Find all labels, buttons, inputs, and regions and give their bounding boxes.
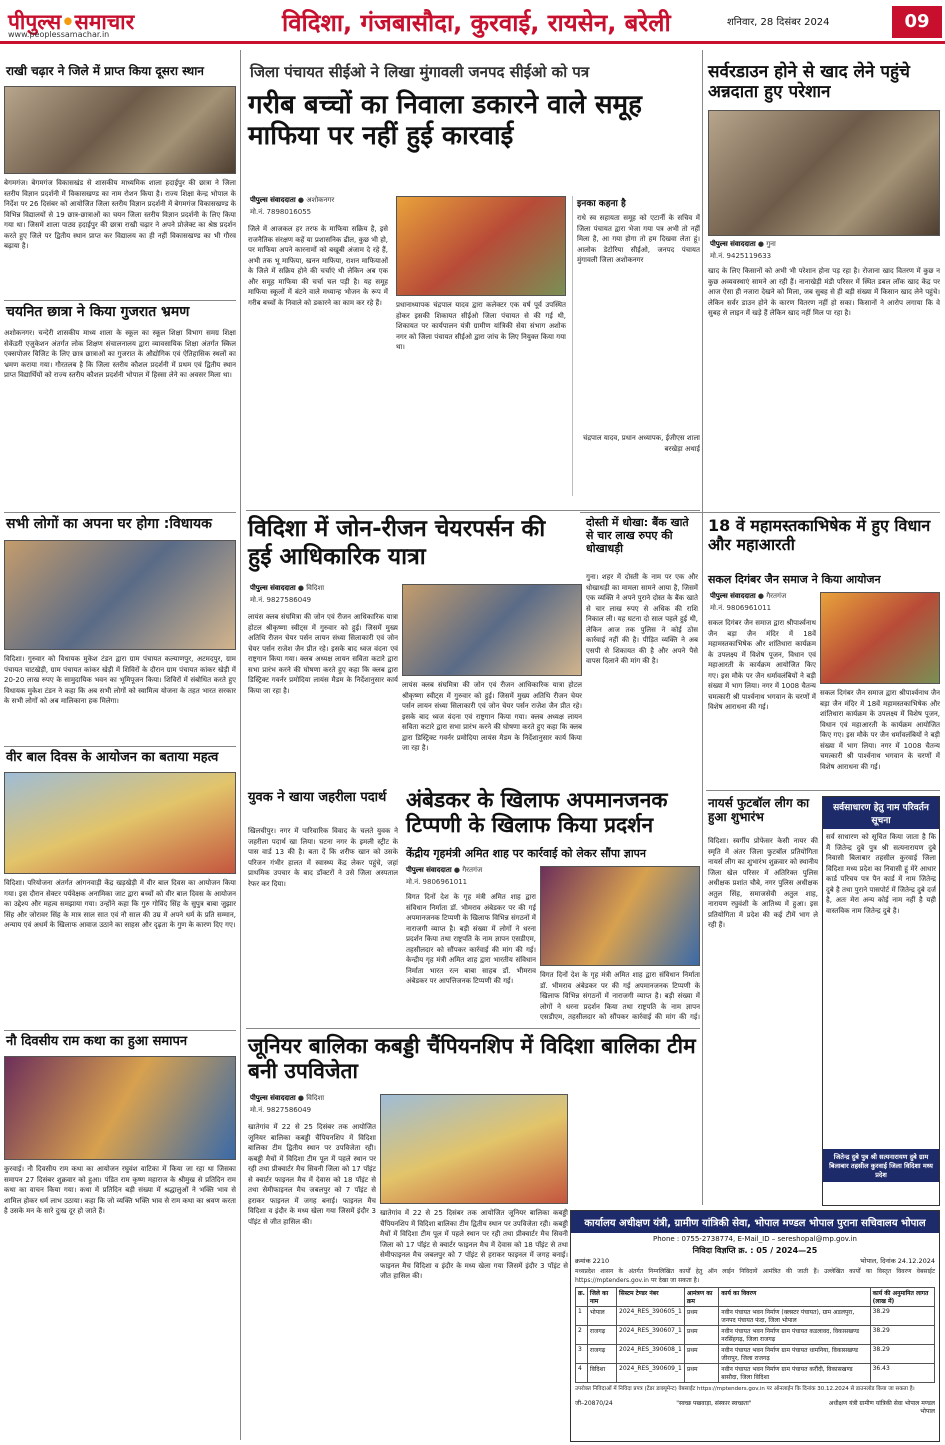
- article-body: लायंस क्लब संघमित्रा की जोन एवं रीजन आधिकारिक यात्रा होटल श्रीकृष्णा स्वीट्स में गुरुवार को हुई। जिसमें मुख्य अतिथि रीजन चेयर पर्सन लायन संध्या सिलाकारी एवं जोन चेयर पर्सन राजेश जैन प्रीत रहे। इसके बाद ध्वज वंदना एवं राष्ट्रगान किया गया। क्लब अध्यक्ष लायन सविता कटारे द्वारा सभा प्रारंभ करने की घोषणा करते हुए कहा कि क्लब द्वारा डिस्ट्रिक्ट गवर्नर प्रमोदिया लायंस मैडम के निर्देशानुसार कार्य किया जा रहा है।: [402, 681, 582, 752]
- article-body: जिले में आजकल हर तरफ के माफिया सक्रिय है, इसे राजनैतिक संरक्षण कहें या प्रशासनिक ढील, कुछ भी हो, पर माफिया अपने कारनामों को बखूबी अंजाम दे रहे हैं, अभी तक भू माफिया, खनन माफिया, राशन माफियाओं के जिले में सक्रिय होने की चर्चाएं थी लेकिन अब एक और समूह माफिया की चर्चा चल पड़ी है। यह समूह माफिया स्कूलों में बंटने वाले मध्यान्ह भोजन के रूप में गरीब बच्चों के निवाले को डकारने का काम कर रहे हैं।: [248, 225, 388, 307]
- table-header-cell: आमंत्रण का क्रम: [684, 1288, 718, 1307]
- article-body: कुरवाई। नौ दिवसीय राम कथा का आयोजन रघुवंश वाटिका में किया जा रहा था जिसका समापन 27 दिसंबर शुक्रवार को हुआ। पंडित राम कृष्ण महाराज के श्रीमुख से प्रतिदिन राम कथा का वाचन किया गया। कथा में प्रतिदिन बड़ी संख्या में श्रद्धालुओं ने भक्ति भाव से शामिल होकर धर्म लाभ उठाया। कहा कि जो व्यक्ति भक्ति भाव से राम कथा का श्रवण करता है उसके मन के सारे दुःख दूर हो जाते हैं।: [4, 1165, 236, 1215]
- protest-photo: [540, 866, 700, 966]
- table-cell: प्रथम: [684, 1326, 718, 1345]
- byline: पीपुल्स संवाददाता ● गैरतगंज: [406, 866, 483, 874]
- table-cell: 38.29: [870, 1345, 934, 1364]
- article-body: खाद के लिए किसानों को अभी भी परेशान होना पड़ रहा है। रोजाना खाद वितरण में कुछ न कुछ अव्यवस्थाएं सामने आ रही हैं। नानाखेड़ी मंडी परिसर में स्थित डबल लॉक खाद केंद्र पर आज ऐसा ही नजारा देखने को मिला, जब सुबह से ही बड़ी संख्या में किसान खाद लेने पहुंचे। लेकिन सर्वर डाउन होने के कारण वितरण नहीं हो सका। किसानों ने आरोप लगाया कि वे सुबह से लाइन में खड़े हैं लेकिन खाद नहीं मिल पा रहा है।: [708, 267, 940, 317]
- article-headline: युवक ने खाया जहरीला पदार्थ: [248, 790, 387, 805]
- article-headline: अंबेडकर के खिलाफ अपमानजनक टिप्पणी के खिलाफ किया प्रदर्शन: [406, 788, 668, 838]
- table-cell: 2024_RES_390607_1: [617, 1326, 685, 1345]
- article-headline: सभी लोगों का अपना घर होगा :विधायक: [6, 516, 212, 532]
- divider: [4, 300, 236, 301]
- article-body: अशोकनगर। चन्देरी शासकीय माध्य शाला के स्कूल का स्कूल शिक्षा विभाग समग्र शिक्षा सेकेंडरी एजुकेशन अंतर्गत लोक शिक्षण संचालनालय द्वारा व्यावसायिक शिक्षा अंतर्गत स्किल एक्सपोजर विजिट के लिए छात्र छात्राओं का गुजरात के औद्योगिक एवं ऐतिहासिक स्थलों का भ्रमण कराया गया। गौरतलब है कि जिला स्तरीय कौशल प्रदर्शनी में प्रथम एवं द्वितीय स्थान प्राप्त विद्यार्थियों को राज्य स्तरीय कौशल प्रदर्शनी भोपाल में हिस्सा लेने का अवसर मिला था।: [4, 329, 236, 379]
- column-divider: [702, 50, 703, 1205]
- table-cell: 38.29: [870, 1326, 934, 1345]
- article-body: खिलचीपुर। नगर में पारिवारिक विवाद के चलते युवक ने जहरीला पदार्थ खा लिया। घटना नगर के इमली स्ट्रीट के पास वार्ड 13 की है। बता दें कि शरीफ खान को उसके परिजन गंभीर हालत में स्वास्थ्य केंद्र लेकर पहुंचे, जहां प्राथमिक उपचार के बाद डॉक्टरों ने उसे जिला अस्पताल रेफर कर दिया।: [248, 827, 398, 888]
- article-headline: सर्वरडाउन होने से खाद लेने पहुंचे अन्नदाता हुए परेशान: [708, 62, 910, 103]
- table-cell: नवीन पंचायत भवन निर्माण (क्लस्टर पंचायत), ग्राम अडलपुरा, जनपद पंचायत फंदा, जिला भोपाल: [719, 1307, 870, 1326]
- table-cell: 2024_RES_390608_1: [617, 1345, 685, 1364]
- table-cell: 3: [576, 1345, 588, 1364]
- article-headline: दोस्ती में धोखा: बैंक खाते से चार लाख रुपए की धोखाधड़ी: [586, 516, 689, 556]
- page-number: 09: [892, 6, 942, 38]
- reporter-phone: मो.नं. 9806961011: [710, 604, 772, 612]
- article-subheadline: केंद्रीय गृहमंत्री अमित शाह पर कार्रवाई को लेकर सौंपा ज्ञापन: [406, 847, 647, 860]
- table-cell: 1: [576, 1307, 588, 1326]
- notice-heading: सर्वसाधारण हेतु नाम परिवर्तन सूचना: [823, 797, 939, 829]
- article-headline: 18 वें महामस्तकाभिषेक में हुए विधान और महाआरती: [708, 516, 931, 555]
- divider: [4, 1030, 236, 1031]
- page-header: [0, 0, 945, 44]
- tender-table: [575, 1287, 935, 1383]
- children-meal-photo: [396, 196, 566, 296]
- table-cell: प्रथम: [684, 1364, 718, 1383]
- table-row: [576, 1307, 935, 1326]
- table-cell: नवीन पंचायत भवन निर्माण ग्राम पंचायत करौंदी, विकासखण्ड बासौदा, जिला विदिशा: [719, 1364, 870, 1383]
- ad-intro: मध्यप्रदेश शासन के अंतर्गत निम्नलिखित कार्यों हेतु ऑन लाईन निविदायें आमंत्रित की जाती हैं। उल्लेखित कार्यों का विस्तृत विवरण वेबसाईट https://mptenders.gov.in पर देखा जा सकता है।: [575, 1268, 935, 1284]
- quote-signature: चंद्रपाल यादव, प्रधान अध्यापक, ईजीएस शाला बरखेड़ा अथाई: [582, 434, 700, 453]
- reporter-phone: मो.नं. 7898016055: [250, 208, 312, 216]
- article-body: विगत दिनों देश के गृह मंत्री अमित शाह द्वारा संविधान निर्माता डॉ. भीमराव अंबेडकर पर की गई अपमानजनक टिप्पणी के खिलाफ विभिन्न संगठनों में नाराजगी व्याप्त है। बड़ी संख्या में लोगों ने धरना प्रदर्शन किया तथा राष्ट्रपति के नाम ज्ञापन एसडीएम, तहसीलदार को सौंपकर कार्रवाई की मांग की गई।: [540, 971, 700, 1021]
- lead-headline: गरीब बच्चों का निवाला डकारने वाले समूह माफिया पर नहीं हुई कारवाई: [248, 90, 642, 152]
- article-headline: विदिशा में जोन-रीजन चेयरपर्सन की हुई आधिकारिक यात्रा: [248, 516, 546, 570]
- table-header-cell: सिस्टम टेण्डर नंबर: [617, 1288, 685, 1307]
- table-cell: प्रथम: [684, 1307, 718, 1326]
- ad-contact: Phone : 0755-2738774, E-Mail_ID – sereshopal@mp.gov.in: [653, 1235, 857, 1243]
- jain-ceremony-photo: [820, 592, 940, 684]
- tender-advertisement: [570, 1210, 940, 1442]
- byline: पीपुल्स संवाददाता ● गुना: [710, 240, 776, 248]
- article-body: लायंस क्लब संघमित्रा की जोन एवं रीजन आधिकारिक यात्रा होटल श्रीकृष्णा स्वीट्स में गुरुवार को हुई। जिसमें मुख्य अतिथि रीजन चेयर पर्सन लायन संध्या सिलाकारी एवं जोन चेयर पर्सन राजेश जैन प्रीत रहे। इसके बाद ध्वज वंदना एवं राष्ट्रगान किया गया। क्लब अध्यक्ष लायन सविता कटारे द्वारा सभा प्रारंभ करने की घोषणा करते हुए कहा कि क्लब द्वारा डिस्ट्रिक्ट गवर्नर प्रमोदिया लायंस मैडम के निर्देशानुसार कार्य किया जा रहा है।: [248, 613, 398, 695]
- article-body: बेगमगंज। बेगमगंज विकासखंड से शासकीय माध्यमिक शाला हदाईपुर की छात्रा ने जिला स्तरीय विज्ञान प्रदर्शनी में विकासखण्ड का नाम रोशन किया है। राज्य शिक्षा केन्द्र भोपाल के निर्देश पर 26 दिसंबर को आयोजित जिला स्तरीय विज्ञान प्रदर्शनी में बेगमगंज विकासखण्ड के विभिन्न विद्यालयों से 19 छात्र-छात्राओं का चयन जिला स्तरीय विज्ञान प्रदर्शनी के लिए किया गया था। जिसमें शाला पाठ्य हदाईपुर की छात्रा राखी चढ़ार ने अपने प्रोजेक्ट का श्रेष्ठ प्रदर्शन करते हुए जिले पर द्वितीय स्थान प्राप्त कर विद्यालय का ही नहीं विकासखण्ड का भी गौरव बढ़ाया है।: [4, 179, 236, 250]
- table-header-cell: कार्य की अनुमानित लागत (लाख में): [870, 1288, 934, 1307]
- article-headline: राखी चढ़ार ने जिले में प्राप्त किया दूसरा स्थान: [6, 64, 204, 78]
- table-row: [576, 1345, 935, 1364]
- article-headline: वीर बाल दिवस के आयोजन का बताया महत्व: [6, 750, 219, 765]
- article-body: सकल दिगंबर जैन समाज द्वारा श्रीपार्श्वनाथ जैन बड़ा जैन मंदिर में 18वें महामस्तकाभिषेक और शांतिधारा कार्यक्रम के उपलक्ष्य में विशेष पूजन, विधान एवं महाआरती के कार्यक्रम आयोजित किए गए। इस मौके पर जैन धर्मावलंबियों ने बड़ी संख्या में भाग लिया। नगर में 1008 चैतन्य चमत्कारी श्री पार्श्वनाथ भगवान के चरणों में विशेष आराधना की गई।: [708, 619, 816, 711]
- ad-date: भोपाल, दिनांक 24.12.2024: [860, 1257, 935, 1265]
- divider: [4, 746, 236, 747]
- table-header-cell: कार्य का विवरण: [719, 1288, 870, 1307]
- quote-heading: इनका कहना है: [577, 199, 626, 209]
- table-header-cell: क्र.: [576, 1288, 588, 1307]
- event-photo: [4, 772, 236, 874]
- club-event-photo: [402, 584, 582, 676]
- newspaper-logo: पीपुल्स•समाचार: [8, 9, 135, 34]
- byline: पीपुल्स संवाददाता ● विदिशा: [250, 1094, 325, 1102]
- ad-code: जी–20870/24: [575, 1400, 613, 1407]
- event-photo: [4, 86, 236, 174]
- reporter-phone: मो.नं. 9827586049: [250, 1106, 312, 1114]
- table-cell: 2024_RES_390609_1: [617, 1364, 685, 1383]
- article-body: विदिशा। गुरुवार को विधायक मुकेश टंडन द्वारा ग्राम पंचायत कल्याणपुर, अटमदपुर, ग्राम पंचायत चाटखेड़ी, ग्राम पंचायत कांकर खेड़ी में शिविरों के दौरान ग्राम पंचायत कांकर खेड़ी में 20-20 लाख रुपए के सामुदायिक भवन का भूमिपूजन किया। शिविरों में संबोधित करते हुए विधायक मुकेश टंडन ने कहा कि अब सभी लोगों को स्वामित्व योजना के तहत भारत सरकार के सभी लोगों को अब मालिकाना हक मिलेगा।: [4, 655, 236, 705]
- table-row: [576, 1326, 935, 1345]
- byline: पीपुल्स संवाददाता ● गैरतगंज: [710, 592, 787, 600]
- article-headline: नायर्स फुटबॉल लीग का हुआ शुभारंभ: [708, 796, 810, 825]
- ad-footnote: उपरोक्त निविदाओं में निविदा प्रपत्र (टेंडर डाक्यूमेन्ट) वेबसाईट https://mptenders.gov.in पर ऑनलाईन कि दिनांक 30.12.2024 से डाउनलोड किया जा सकता है।: [575, 1386, 915, 1392]
- byline: पीपुल्स संवाददाता ● विदिशा: [250, 584, 325, 592]
- ad-signatory: अधीक्षण यंत्री ग्रामीण यांत्रिकी सेवा भोपाल मण्डल भोपाल: [828, 1400, 935, 1415]
- reporter-phone: मो.नं. 9806961011: [406, 878, 468, 886]
- reporter-phone: मो.नं. 9827586049: [250, 596, 312, 604]
- article-kicker: जिला पंचायत सीईओ ने लिखा मुंगावली जनपद सीईओ को पत्र: [250, 63, 590, 81]
- divider: [246, 1028, 700, 1029]
- article-body: विदिशा। स्वर्गीय प्रोफेसर केसी नायर की स्मृति में अंतर जिला फुटबॉल प्रतियोगिता नायर्स लीग का शुभारंभ शुक्रवार को स्थानीय जिला खेल परिसर में अतिरिक्त पुलिस अधीक्षक प्रशांत चौबे, नगर पुलिस अधीक्षक अतुल सिंह, समाजसेवी अतुल शाह, नारायण रघुवंशी के आतिथ्य में हुआ। इस प्रतियोगिता में प्रदेश की कई टीमें भाग ले रही हैं।: [708, 837, 818, 929]
- divider: [706, 790, 940, 791]
- table-header-cell: जिले का नाम: [587, 1288, 616, 1307]
- table-cell: भोपाल: [587, 1307, 616, 1326]
- column-divider: [240, 50, 241, 1440]
- article-body: खातेगांव में 22 से 25 दिसंबर तक आयोजित जूनियर बालिका कबड्डी चैंपियनशिप में विदिशा बालिका टीम द्वितीय स्थान पर उपविजेता रही। कबड्डी मैचों में विदिशा टीम पूल में पहले स्थान पर रही तथा प्रीक्वार्टर मैच सिवनी जिला को 17 पॉइंट से क्वार्टर फाइनल मैच में देवास को 18 पॉइंट से तथा सेमीफाइनल मैच जबलपुर को 7 पॉइंट से हराकर फाइनल में जगह बनाई। फाइनल मैच विदिशा व इंदौर के मध्य खेला गया जिसमें इंदौर 3 पॉइंट से जीत हासिल की।: [380, 1209, 568, 1280]
- article-body: प्रधानाध्यापक चंद्रपाल यादव द्वारा कलेक्टर एक वर्ष पूर्व उपस्थित होकर इसकी शिकायत सीईओ जिला पंचायत से की गई थी, शिकायत पर कार्यपालन यंत्री ग्रामीण यांत्रिकी सेवा संभाग अशोक नगर को जिला पंचायत सीईओ द्वारा जांच के लिए नियुक्त किया गया था।: [396, 301, 566, 351]
- article-headline: जूनियर बालिका कबड्डी चैंपियनशिप में विदिशा बालिका टीम बनी उपविजेता: [248, 1034, 696, 1084]
- site-url: www.peoplessamachar.in: [8, 30, 110, 39]
- byline: पीपुल्स संवाददाता ● अशोकनगर: [250, 196, 335, 204]
- event-photo: [4, 1056, 236, 1160]
- article-body: सकल दिगंबर जैन समाज द्वारा श्रीपार्श्वनाथ जैन बड़ा जैन मंदिर में 18वें महामस्तकाभिषेक और शांतिधारा कार्यक्रम के उपलक्ष्य में विशेष पूजन, विधान एवं महाआरती के कार्यक्रम आयोजित किए गए। इस मौके पर जैन धर्मावलंबियों ने बड़ी संख्या में भाग लिया। नगर में 1008 चैतन्य चमत्कारी श्री पार्श्वनाथ भगवान के चरणों में विशेष आराधना की गई।: [820, 689, 940, 771]
- kabaddi-team-photo: [380, 1094, 568, 1204]
- article-subheadline: सकल दिगंबर जैन समाज ने किया आयोजन: [708, 573, 881, 586]
- table-cell: 36.43: [870, 1364, 934, 1383]
- divider: [4, 512, 236, 513]
- issue-date: शनिवार, 28 दिसंबर 2024: [727, 17, 830, 28]
- reporter-phone: मो.नं. 9425119633: [710, 252, 772, 260]
- table-cell: प्रथम: [684, 1345, 718, 1364]
- ad-serial: क्रमांक 2210: [575, 1257, 610, 1265]
- table-cell: नवीन पंचायत भवन निर्माण ग्राम पंचायत धामनिया, विकासखण्ड जीरापुर, जिला राजगढ़: [719, 1345, 870, 1364]
- quote-box: [572, 196, 700, 496]
- article-body: विगत दिनों देश के गृह मंत्री अमित शाह द्वारा संविधान निर्माता डॉ. भीमराव अंबेडकर पर की गई अपमानजनक टिप्पणी के खिलाफ विभिन्न संगठनों में नाराजगी व्याप्त है। बड़ी संख्या में लोगों ने धरना प्रदर्शन किया तथा राष्ट्रपति के नाम ज्ञापन एसडीएम, तहसीलदार को सौंपकर कार्रवाई की मांग की गई। केन्द्रीय गृह मंत्री अमित शाह द्वारा भारतीय संविधान निर्माता भारत रत्न बाबा साहब डॉ. भीमराव अंबेडकर पर आपत्तिजनक टिप्पणी की गई।: [406, 893, 536, 985]
- table-cell: 38.29: [870, 1307, 934, 1326]
- event-photo: [4, 540, 236, 650]
- table-cell: 2: [576, 1326, 588, 1345]
- article-body: विदिशा। परियोजना अंतर्गत आंगनवाड़ी केंद्र खड़खेड़ी में वीर बाल दिवस का आयोजन किया गया। इस दौरान सेक्टर पर्यवेक्षक अनामिका जाट द्वारा बच्चों को वीर बाल दिवस के आयोजन का उद्देश्य और महत्व समझाया गया। उन्होंने कहा कि गुरु गोविंद सिंह के सुपुत्र बाबा जुझार सिंह और जोरावर सिंह के मात्र साल सात एवं नौ साल की उम्र में अपने धर्म के प्रति सम्मान, अन्याय एवं अधर्म के खिलाफ आवाज उठाने का साहस और दृढ़ता के गुण के कारण दिए गए।: [4, 879, 236, 929]
- table-cell: राजगढ़: [587, 1345, 616, 1364]
- section-places: विदिशा, गंजबासौदा, कुरवाई, रायसेन, बरेली: [282, 9, 671, 37]
- farmers-queue-photo: [708, 110, 940, 236]
- ad-title: कार्यालय अधीक्षण यंत्री, ग्रामीण यांत्रिकी सेवा, भोपाल मण्डल भोपाल पुराना सचिवालय भोपाल: [571, 1211, 939, 1233]
- table-cell: 2024_RES_390605_1: [617, 1307, 685, 1326]
- article-headline: चयनित छात्रा ने किया गुजरात भ्रमण: [6, 304, 190, 320]
- ad-notice-number: निविदा विज्ञप्ति क्र. : 05 / 2024—25: [692, 1246, 818, 1255]
- table-cell: नवीन पंचायत भवन निर्माण ग्राम पंचायत कडलावद, विकासखण्ड नरसिंहगढ़, जिला राजगढ़: [719, 1326, 870, 1345]
- table-cell: राजगढ़: [587, 1326, 616, 1345]
- ad-slogan: "स्वच्छ पखवाड़ा, संस्कार स्वच्छता": [676, 1400, 752, 1407]
- table-cell: 4: [576, 1364, 588, 1383]
- article-body: गुना। शहर में दोस्ती के नाम पर एक और धोखाधड़ी का मामला सामने आया है, जिसमें एक व्यक्ति ने अपने पुराने दोस्त के बैंक खाते से चार लाख रुपए से अधिक की राशि निकाल ली। यह घटना दो साल पहले हुई थी, लेकिन आज तक पुलिस ने कोई ठोस कार्रवाई नहीं की है। पीड़ित व्यक्ति ने अब एसपी से शिकायत की है और अपने पैसे वापस दिलाने की मांग की है।: [586, 573, 698, 665]
- divider: [580, 512, 940, 513]
- quote-text: राधे स्व सहायता समूह को एटार्नी के सचिव में जिला पंचायत द्वारा भेजा गया पत्र अभी तो नहीं मिला है, आ गया होगा तो हम दिखवा लेता हूं। आलोक डेटोरिया सीईओ, जनपद पंचायत मुंगावली जिला अशोकनगर: [577, 214, 700, 264]
- name-change-notice: [822, 796, 940, 1206]
- table-row: [576, 1364, 935, 1383]
- notice-body: सर्व साधारण को सूचित किया जाता है कि मैं जितेन्द्र दुबे पुत्र श्री सत्यनारायण दुबे निवासी बिलाबार तहसील कुरवाई जिला विदिशा मध्य प्रदेश का निवासी हूं मेरे आधार कार्ड परिचय पत्र पैन कार्ड में नाम जितेन्द्र दुबे है तथा पुराने पासपोर्ट में जितेन्द्र दुबे दर्ज है, अतः मेरा अन्य कोई नाम नहीं है यही वास्तविक नाम जितेन्द्र दुबे है।: [826, 833, 936, 915]
- article-headline: नौ दिवसीय राम कथा का हुआ समापन: [6, 1034, 188, 1049]
- divider: [246, 510, 700, 511]
- table-cell: विदिशा: [587, 1364, 616, 1383]
- article-body: खातेगांव में 22 से 25 दिसंबर तक आयोजित जूनियर बालिका कबड्डी चैंपियनशिप में विदिशा बालिका टीम द्वितीय स्थान पर उपविजेता रही। कबड्डी मैचों में विदिशा टीम पूल में पहले स्थान पर रही तथा प्रीक्वार्टर मैच सिवनी जिला को 17 पॉइंट से क्वार्टर फाइनल मैच में देवास को 18 पॉइंट से तथा सेमीफाइनल मैच जबलपुर को 7 पॉइंट से हराकर फाइनल में जगह बनाई। फाइनल मैच विदिशा व इंदौर के मध्य खेला गया जिसमें इंदौर 3 पॉइंट से जीत हासिल की।: [248, 1123, 376, 1226]
- notice-signature: जितेन्द्र दुबे पुत्र श्री सत्यनारायण दुबे ग्राम बिलाबार तहसील कुरवाई जिला विदिशा मध्य प्रदेश: [823, 1149, 939, 1182]
